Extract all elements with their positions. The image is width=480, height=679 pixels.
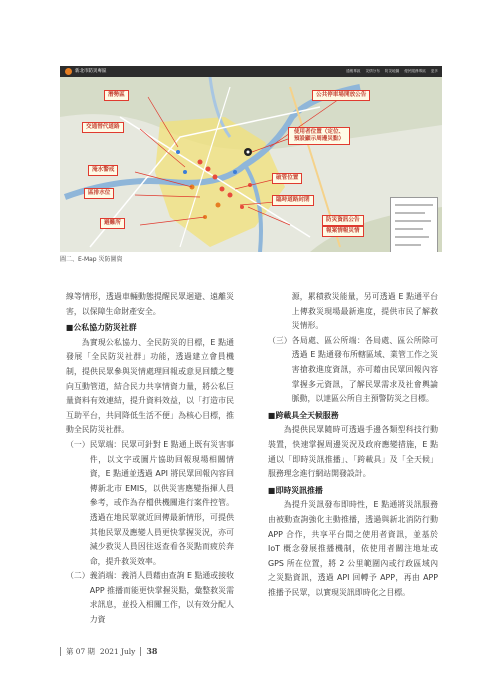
user-location-pin-dot [247,151,250,154]
list-text: 義消端：義消人員藉由查詢 E 點通或接收 APP 推播而能更快掌握災點，彙整救災需求訊息，並投入相關工作，以有效分配人力資 [89,571,234,625]
right-column [268,290,438,600]
incident-marker [240,205,244,209]
page-number: 38 [146,646,158,656]
map-topbar [60,66,442,77]
map-nav-more[interactable]: 更多 [430,69,438,73]
figure-caption: 圖二、E-Map 災防圖資 [60,256,123,263]
callout-broken-point: 破管位置 [272,173,302,184]
city-logo-icon [65,68,72,75]
callout-road-closure: 臨時道路封閉 [272,195,314,206]
left-paragraph-1: 線等情形，透過車輛動態提醒民眾迴避、遠離災害，以保障生命財產安全。 [66,292,234,316]
callout-flood-warning: 淹水警戒 [88,165,118,176]
callout-announcement: 公共停車場開放公告 [312,90,370,101]
list-item-volunteer-cont [268,290,438,334]
heading-community: ■公私協力防災社群 [66,323,137,333]
list-text: 各局處、區公所端：各局處、區公所除可透過 E 點通發布所轄區域、業管工作之災害搶救進度資訊，亦可藉由民眾回報內容掌握多元資訊，了解民眾需求及社會輿論脈動，以達區公所自主預警防災之目標。 [291,335,438,404]
map-area[interactable] [60,77,442,252]
incident-marker [228,193,233,198]
callout-user-location: 使用者位置（定位、預設顯示周邊災點） [288,127,350,145]
incident-marker [216,203,221,208]
heading-push: ■即時災訊推播 [268,485,323,495]
map-nav-distribution[interactable]: 災情分布 [365,69,380,73]
footer-issue: 第 07 期 [66,646,95,656]
list-item-agency [268,334,438,407]
right-paragraph-3: 為提升災訊發布即時性，E 點通將災訊服務由被動查詢強化主動推播，透過與新北消防行動 APP 合作，共享平台間之使用者資訊，並基於 IoT 概念發展推播機制，依使用者關注地址或 GPS 所在位置，將 2 公里範圍內或行政區域內之災點資訊，透過 API 回轉予 APP，再由 APP 推播予民眾，以實現災訊即時化之目標。 [268,500,438,597]
emap-figure [60,66,442,252]
footer-rule [60,647,61,656]
incident-marker [183,170,187,174]
list-item-volunteer [66,569,234,627]
map-legend[interactable] [390,197,438,252]
right-paragraph-2: 為提供民眾隨時可透過手邊各類型科技行動裝置，快速掌握周邊災況及政府應變措施，E 點通以「即時災訊推播」、「跨載具」及「全天候」服務理念進行網站開發設計。 [268,425,438,479]
heading-cross-device: ■跨載具全天候服務 [268,410,339,420]
map-app-title: 新北市防災專區 [75,69,107,74]
map-nav [346,66,438,77]
callout-water-level: 區排水位 [84,188,114,199]
map-nav-service[interactable]: 便民服務專區 [404,69,426,73]
footer-date: 2021 July [99,646,136,656]
left-paragraph-2: 為實現公私協力、全民防災的目標，E 點通發展「全民防災社群」功能，透過建立會員機制，提供民眾參與災情處理回報或意見回饋之雙向互動管道，結合民力共享情資力量，將公私巨量資料有效連結，提升資料效益，以「打造市民互助平台，共同降低生活不便」為核心目標，推動全民防災社群。 [66,337,234,435]
page-footer [60,645,157,657]
incident-marker [233,170,237,174]
list-marker: （一） [66,439,90,449]
callout-traffic: 交通替代道路 [82,122,124,133]
callout-flood-notice: 防災資訊公告 [322,215,364,226]
list-text: 民眾端：民眾可針對 E 點通上既有災害事件，以文字或圖片協助回報現場相關情資，E 點通並透過 API 將民眾回報內容回傳新北市 EMIS，以供災害應變指揮人員參考，或作為存檔供機關進行案件控管。透過在地民眾就近回傳最新情形，可提供其他民眾及應變人員更快掌握災況，亦可減少救災人員因往返查看各災點而疲於奔命，提升救災效率。 [89,439,234,566]
list-marker: （二） [66,571,90,581]
incident-marker [213,175,218,180]
incident-marker [176,150,180,154]
callout-disaster-report: 報案情報災情 [322,226,364,237]
left-column [66,290,234,628]
incident-marker [198,160,203,165]
list-item-citizen [66,438,234,569]
footer-rule [140,647,141,656]
map-nav-map[interactable]: 防災地圖 [384,69,400,73]
callout-landslide: 潛勢區 [104,90,129,101]
list-text: 源，累積救災能量，另可透過 E 點通平台上傳救災現場最新進度，提供市民了解救災情形。 [291,292,438,331]
incident-marker [206,167,211,172]
callout-shelter: 避難所 [100,218,125,229]
incident-marker [220,187,225,192]
map-nav-report[interactable]: 通報專區 [346,69,361,73]
list-marker: （三） [268,335,292,345]
